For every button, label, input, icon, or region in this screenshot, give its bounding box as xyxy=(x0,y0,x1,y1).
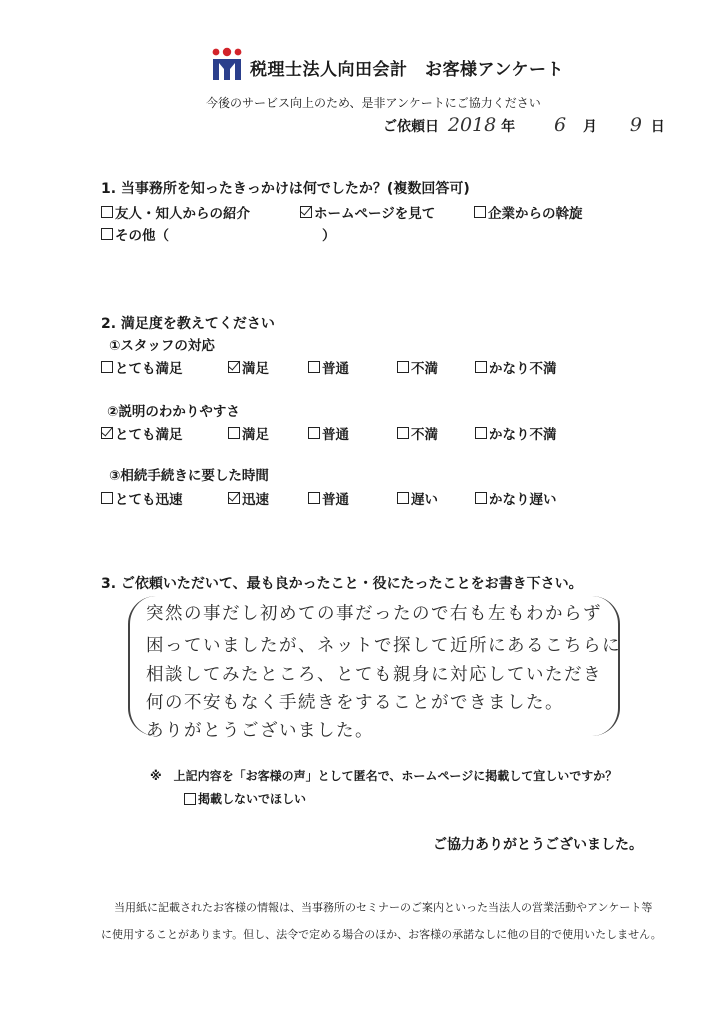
comment-line-1: 突然の事だし初めての事だったので右も左もわからず xyxy=(146,604,602,624)
checkbox[interactable] xyxy=(228,427,240,439)
q1-checkbox-1[interactable] xyxy=(300,206,312,218)
q1-option-referral[interactable] xyxy=(101,202,250,222)
q1-option-company[interactable] xyxy=(474,202,583,222)
q2-sub1-option[interactable] xyxy=(228,357,269,377)
comment-line-3: 相談してみたところ、とても親身に対応していただき xyxy=(146,665,602,685)
request-date xyxy=(383,114,665,136)
consent-checkbox[interactable] xyxy=(184,793,196,805)
option-label: 普通 xyxy=(322,361,349,377)
year-unit: 年 xyxy=(501,119,516,135)
q2-sub2-option[interactable] xyxy=(228,423,269,443)
checkbox[interactable] xyxy=(397,427,409,439)
option-label: とても迅速 xyxy=(115,492,183,508)
page-subtitle: 今後のサービス向上のため、是非アンケートにご協力ください xyxy=(206,96,541,110)
checkbox[interactable] xyxy=(308,361,320,373)
checkbox[interactable] xyxy=(228,361,240,373)
q1-other-close: ） xyxy=(322,228,336,244)
page-title: 税理士法人向田会計 お客様アンケート xyxy=(250,60,564,80)
option-label: 満足 xyxy=(242,427,269,443)
checkbox[interactable] xyxy=(101,361,113,373)
consent-option[interactable] xyxy=(184,790,306,807)
consent-option-label: 掲載しないでほしい xyxy=(198,792,307,806)
thanks-message: ご協力ありがとうございました。 xyxy=(433,837,643,853)
q1-option-other[interactable] xyxy=(101,224,169,244)
q2-sub1-option[interactable] xyxy=(397,357,438,377)
option-label: 満足 xyxy=(242,361,269,377)
q2-title: 2. 満足度を教えてください xyxy=(101,316,275,332)
q2-sub3-option[interactable] xyxy=(308,488,349,508)
q2-sub2-option[interactable] xyxy=(308,423,349,443)
option-label: とても満足 xyxy=(115,427,183,443)
checkbox[interactable] xyxy=(308,427,320,439)
date-year: 2018 xyxy=(447,114,497,136)
q1-checkbox-2[interactable] xyxy=(474,206,486,218)
checkbox[interactable] xyxy=(308,492,320,504)
date-day: 9 xyxy=(629,114,642,136)
q2-sub1-title: ①スタッフの対応 xyxy=(109,338,215,354)
q1-option-label: 企業からの斡旋 xyxy=(488,206,583,222)
q3-title: 3. ご依頼いただいて、最も良かったこと・役にたったことをお書き下さい。 xyxy=(101,576,583,592)
q2-sub3-option[interactable] xyxy=(228,488,269,508)
q2-sub1-options xyxy=(101,357,621,377)
consent-question: ※ 上記内容を「お客様の声」として匿名で、ホームページに掲載して宜しいですか？ xyxy=(150,769,618,783)
q1-option-label: ホームページを見て xyxy=(314,206,436,222)
q1-other-label: その他（ xyxy=(115,228,169,244)
month-unit: 月 xyxy=(582,119,597,135)
q2-sub2-option[interactable] xyxy=(475,423,557,443)
checkbox[interactable] xyxy=(101,492,113,504)
option-label: 迅速 xyxy=(242,492,269,508)
q2-sub2-option[interactable] xyxy=(101,423,183,443)
privacy-note-line-1: 当用紙に記載されたお客様の情報は、当事務所のセミナーのご案内といった当法人の営業活動やアンケート等 xyxy=(114,901,653,914)
option-label: 不満 xyxy=(411,427,438,443)
comment-line-2: 困っていましたが、ネットで探して近所にあるこちらに xyxy=(146,636,621,656)
company-logo xyxy=(212,47,242,81)
q1-checkbox-3[interactable] xyxy=(101,228,113,240)
q1-title: 1. 当事務所を知ったきっかけは何でしたか？(複数回答可) xyxy=(101,181,470,197)
checkbox[interactable] xyxy=(475,492,487,504)
checkbox[interactable] xyxy=(101,427,113,439)
q2-sub3-option[interactable] xyxy=(101,488,183,508)
option-label: 普通 xyxy=(322,492,349,508)
q2-sub3-option[interactable] xyxy=(475,488,557,508)
option-label: 不満 xyxy=(411,361,438,377)
comment-line-5: ありがとうございました。 xyxy=(146,721,374,741)
q2-sub3-options xyxy=(101,488,621,508)
option-label: かなり遅い xyxy=(489,492,557,508)
q2-sub2-options xyxy=(101,423,621,443)
date-month: 6 xyxy=(553,114,567,136)
checkbox[interactable] xyxy=(228,492,240,504)
checkbox[interactable] xyxy=(475,361,487,373)
date-label: ご依頼日 xyxy=(383,119,439,135)
option-label: かなり不満 xyxy=(489,427,557,443)
privacy-note-line-2: に使用することがあります。但し、法令で定める場合のほか、お客様の承諾なしに他の目的で使用いたしません。 xyxy=(101,928,662,941)
q2-sub1-option[interactable] xyxy=(308,357,349,377)
option-label: とても満足 xyxy=(115,361,183,377)
q2-sub1-option[interactable] xyxy=(101,357,183,377)
q2-sub1-option[interactable] xyxy=(475,357,557,377)
day-unit: 日 xyxy=(650,119,665,135)
q2-sub3-title: ③相続手続きに要した時間 xyxy=(109,468,269,484)
q1-option-homepage[interactable] xyxy=(300,202,435,222)
q1-checkbox-0[interactable] xyxy=(101,206,113,218)
q2-sub2-title: ②説明のわかりやすさ xyxy=(107,404,240,420)
q1-option-label: 友人・知人からの紹介 xyxy=(115,206,250,222)
q2-sub3-option[interactable] xyxy=(397,488,438,508)
checkbox[interactable] xyxy=(397,492,409,504)
checkbox[interactable] xyxy=(475,427,487,439)
option-label: 遅い xyxy=(411,492,438,508)
comment-line-4: 何の不安もなく手続きをすることができました。 xyxy=(146,693,564,713)
checkbox[interactable] xyxy=(397,361,409,373)
option-label: 普通 xyxy=(322,427,349,443)
q2-sub2-option[interactable] xyxy=(397,423,438,443)
option-label: かなり不満 xyxy=(489,361,557,377)
